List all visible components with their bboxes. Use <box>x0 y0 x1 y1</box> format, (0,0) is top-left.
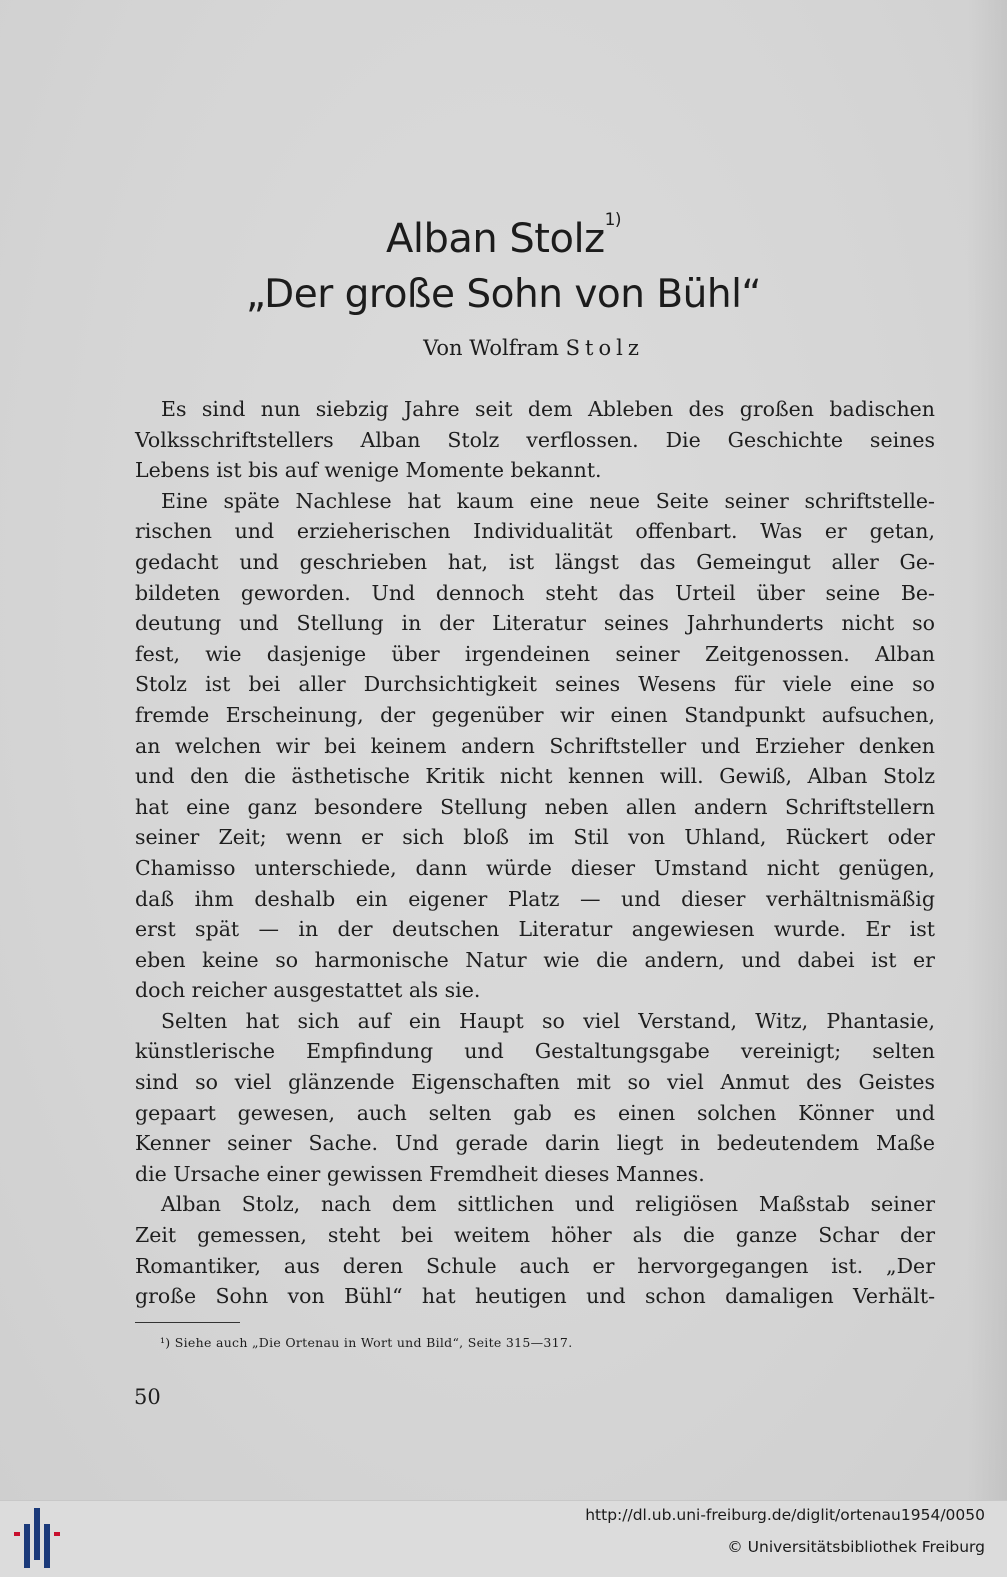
body-line: rischen und erzieherischen Individualität offenbart. Was er getan, <box>135 519 935 544</box>
body-line: künstlerische Empfindung und Gestaltungsgabe vereinigt; selten <box>135 1039 935 1064</box>
body-line: deutung und Stellung in der Literatur seines Jahrhunderts nicht so <box>135 611 935 636</box>
body-line: doch reicher ausgestattet als sie. <box>135 978 481 1003</box>
article-title <box>0 210 1007 262</box>
body-line: Selten hat sich auf ein Haupt so viel Verstand, Witz, Phantasie, <box>161 1008 935 1033</box>
body-line: sind so viel glänzende Eigenschaften mit so viel Anmut des Geistes <box>135 1070 935 1095</box>
body-line: Es sind nun siebzig Jahre seit dem Ableben des großen badischen <box>161 397 935 421</box>
byline <box>0 336 1007 360</box>
ub-freiburg-logo-icon[interactable] <box>10 1504 70 1568</box>
body-line: Kenner seiner Sache. Und gerade darin liegt in bedeutendem Maße <box>135 1131 935 1156</box>
body-line: seiner Zeit; wenn er sich bloß im Stil von Uhland, Rückert oder <box>135 825 935 850</box>
body-line: fremde Erscheinung, der gegenüber wir einen Standpunkt aufsuchen, <box>135 702 935 727</box>
body-line: bildeten geworden. Und dennoch steht das Urteil über seine Be- <box>135 580 935 605</box>
body-line: große Sohn von Bühl“ hat heutigen und schon damaligen Verhält- <box>135 1284 935 1309</box>
footnote-divider <box>135 1322 240 1323</box>
footnote: ¹) Siehe auch „Die Ortenau in Wort und Bild“, Seite 315—317. <box>160 1335 573 1350</box>
article-title-text: Alban Stolz <box>385 216 605 262</box>
page-number: 50 <box>134 1385 161 1409</box>
body-line: Chamisso unterschiede, dann würde dieser Umstand nicht genügen, <box>135 855 935 880</box>
title-footnote-marker: 1) <box>604 210 622 230</box>
copyright-notice: © Universitätsbibliothek Freiburg <box>727 1538 985 1556</box>
permalink-url[interactable]: http://dl.ub.uni-freiburg.de/diglit/ortenau1954/0050 <box>585 1506 985 1524</box>
body-line: gedacht und geschrieben hat, ist längst das Gemeingut aller Ge- <box>135 549 935 574</box>
body-line: erst spät — in der deutschen Literatur angewiesen wurde. Er ist <box>135 917 935 942</box>
body-line: daß ihm deshalb ein eigener Platz — und dieser verhältnismäßig <box>135 886 935 911</box>
article-subtitle: „Der große Sohn von Bühl“ <box>245 272 762 317</box>
body-line: Alban Stolz, nach dem sittlichen und religiösen Maßstab seiner <box>161 1192 935 1217</box>
body-line: Eine späte Nachlese hat kaum eine neue Seite seiner schriftstelle- <box>161 488 935 513</box>
body-line: Volksschriftstellers Alban Stolz verflossen. Die Geschichte seines <box>135 427 935 452</box>
body-line: gepaart gewesen, auch selten gab es einen solchen Könner und <box>135 1100 935 1125</box>
body-line: eben keine so harmonische Natur wie die andern, und dabei ist er <box>135 947 935 972</box>
body-line: Romantiker, aus deren Schule auch er hervorgegangen ist. „Der <box>135 1253 935 1278</box>
body-line: Lebens ist bis auf wenige Momente bekannt. <box>135 458 602 483</box>
body-line: Zeit gemessen, steht bei weitem höher als die ganze Schar der <box>135 1223 935 1248</box>
byline-author: Stolz <box>565 336 644 360</box>
body-line: fest, wie dasjenige über irgendeinen seiner Zeitgenossen. Alban <box>135 641 935 666</box>
body-line: hat eine ganz besondere Stellung neben allen andern Schriftstellern <box>135 794 935 819</box>
byline-prefix: Von Wolfram <box>423 336 559 360</box>
body-line: an welchen wir bei keinem andern Schriftsteller und Erzieher denken <box>135 733 935 758</box>
body-line: die Ursache einer gewissen Fremdheit dieses Mannes. <box>135 1161 705 1186</box>
body-line: Stolz ist bei aller Durchsichtigkeit seines Wesens für viele eine so <box>135 672 935 697</box>
article-body <box>135 394 935 1312</box>
body-line: und den die ästhetische Kritik nicht kennen will. Gewiß, Alban Stolz <box>135 764 935 789</box>
